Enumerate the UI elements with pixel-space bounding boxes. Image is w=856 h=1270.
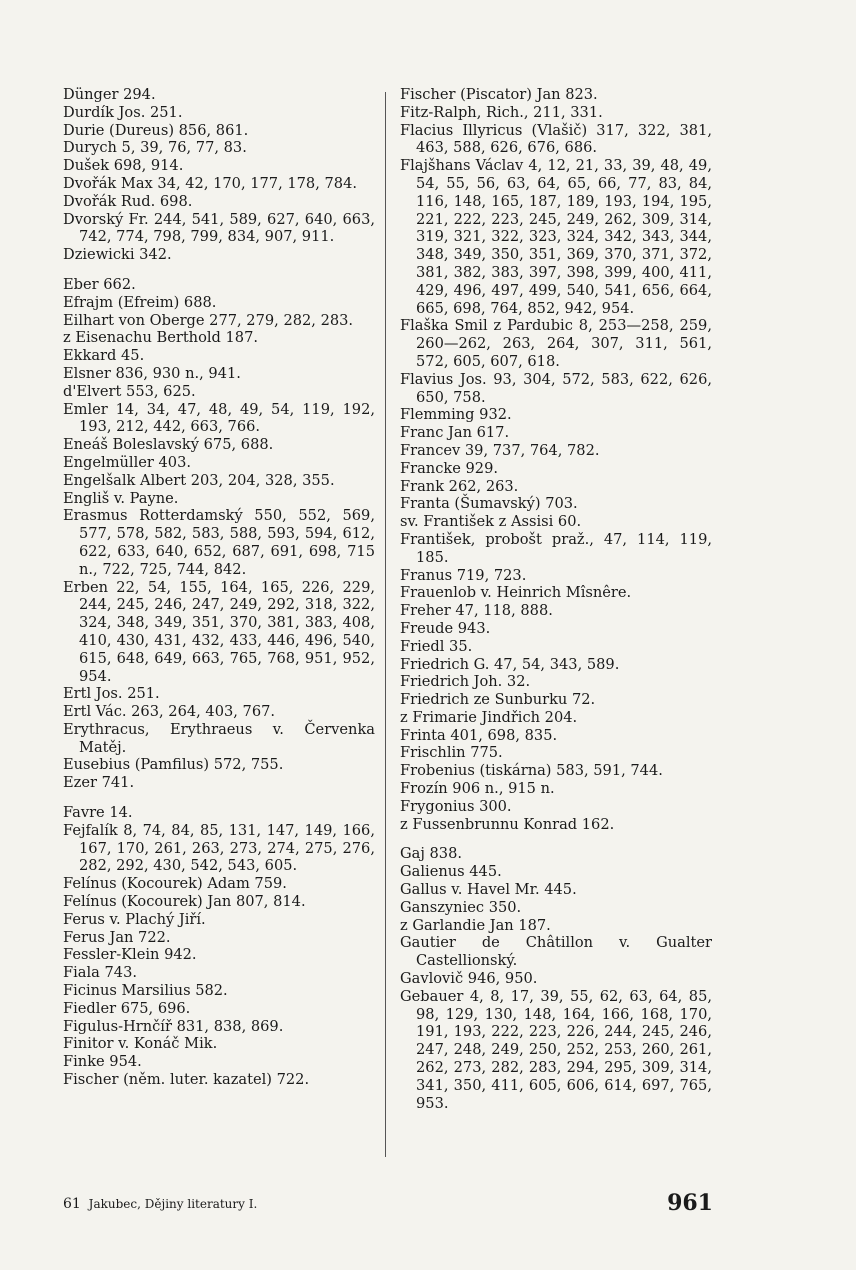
- index-entry: Ferus v. Plachý Jiří.: [63, 910, 206, 928]
- index-entry: Friedrich Joh. 32.: [400, 673, 531, 691]
- index-entry: František, probošt praž., 47, 114, 119, 185.: [400, 530, 712, 566]
- index-entry: Fischer (Piscator) Jan 823.: [400, 86, 598, 103]
- index-entry: Ezer 741.: [63, 774, 135, 792]
- index-entry: Ertl Vác. 263, 264, 403, 767.: [63, 703, 276, 721]
- index-entry: Flemming 932.: [400, 406, 512, 424]
- index-entry: Gaj 838.: [400, 845, 463, 863]
- index-entry: Dvorský Fr. 244, 541, 589, 627, 640, 663, 742, 774, 798, 799, 834, 907, 911.: [63, 210, 375, 246]
- index-entry: Frygonius 300.: [400, 797, 512, 815]
- index-entry: Galienus 445.: [400, 863, 502, 881]
- index-entry: Fessler-Klein 942.: [63, 946, 197, 964]
- index-entry: Felínus (Kocourek) Jan 807, 814.: [63, 893, 306, 911]
- index-entry: Ferus Jan 722.: [63, 928, 171, 946]
- index-entry: Durie (Dureus) 856, 861.: [63, 121, 249, 139]
- index-entry: Frauenlob v. Heinrich Mîsnêre.: [400, 584, 632, 602]
- index-entry: Dvořák Max 34, 42, 170, 177, 178, 784.: [63, 174, 357, 192]
- index-entry: Friedl 35.: [400, 637, 473, 655]
- index-entry: Erythracus, Erythraeus v. Červenka Matěj.: [63, 720, 375, 756]
- index-entry: Gallus v. Havel Mr. 445.: [400, 881, 577, 899]
- index-entry: Efrajm (Efreim) 688.: [63, 293, 217, 311]
- index-entry: Gavlovič 946, 950.: [400, 970, 538, 988]
- index-entry: Ertl Jos. 251.: [63, 685, 160, 703]
- index-entry: Favre 14.: [63, 804, 133, 822]
- index-entry: Eilhart von Oberge 277, 279, 282, 283.: [63, 311, 354, 329]
- index-entry: Eneáš Boleslavský 675, 688.: [63, 436, 274, 454]
- index-entry: Ganszyniec 350.: [400, 898, 522, 916]
- index-entry: Franc Jan 617.: [400, 424, 510, 442]
- index-entry: Finitor v. Konáč Mik.: [63, 1035, 218, 1053]
- page-footer: [63, 1190, 713, 1220]
- index-entry: Engliš v. Payne.: [63, 489, 179, 507]
- index-entry: Finke 954.: [63, 1053, 142, 1071]
- index-entry: Frozín 906 n., 915 n.: [400, 780, 555, 798]
- index-entry: Figulus-Hrnčíř 831, 838, 869.: [63, 1017, 284, 1035]
- signature-text: Jakubec, Dějiny literatury I.: [88, 1197, 258, 1211]
- index-entry: Erasmus Rotterdamský 550, 552, 569, 577, 578, 582, 583, 588, 593, 594, 612, 622, 633, 640, 652, 687, 691, 698, 715 n., 722, 725, 744, 842.: [63, 507, 375, 578]
- index-entry: Flajšhans Václav 4, 12, 21, 33, 39, 48, 49, 54, 55, 56, 63, 64, 65, 66, 77, 83, 84, 116, 148, 165, 187, 189, 193, 194, 195, 221, 222, 223, 245, 249, 262, 309, 314, 319, 321, 322, 323, 324, 342, 343, 344, 348, 349, 350, 351, 369, 370, 371, 372, 381, 382, 383, 397, 398, 399, 400, 411, 429, 496, 497, 499, 540, 541, 656, 664, 665, 698, 764, 852, 942, 954.: [400, 157, 712, 317]
- index-entry: Frank 262, 263.: [400, 477, 519, 495]
- index-entry: Friedrich G. 47, 54, 343, 589.: [400, 655, 620, 673]
- signature-number: 61: [63, 1196, 81, 1212]
- index-entry: Fiala 743.: [63, 964, 137, 982]
- index-entry: Freher 47, 118, 888.: [400, 602, 553, 620]
- index-entry: Durdík Jos. 251.: [63, 103, 183, 121]
- index-entry: Flacius Illyricus (Vlašič) 317, 322, 381, 463, 588, 626, 676, 686.: [400, 121, 712, 157]
- index-entry: Dušek 698, 914.: [63, 157, 184, 175]
- index-entry: Eber 662.: [63, 275, 136, 293]
- index-entry: Frobenius (tiskárna) 583, 591, 744.: [400, 762, 663, 780]
- index-entry: z Eisenachu Berthold 187.: [63, 329, 259, 347]
- column-divider: [385, 92, 386, 1157]
- index-entry: Gautier de Châtillon v. Gualter Castellionský.: [400, 934, 712, 970]
- index-entry: Emler 14, 34, 47, 48, 49, 54, 119, 192, 193, 212, 442, 663, 766.: [63, 400, 375, 436]
- index-entry: Francke 929.: [400, 459, 498, 477]
- index-entry: Frinta 401, 698, 835.: [400, 726, 558, 744]
- index-entry: Ekkard 45.: [63, 347, 145, 365]
- index-entry: z Fussenbrunnu Konrad 162.: [400, 815, 615, 833]
- index-entry: Fitz-Ralph, Rich., 211, 331.: [400, 103, 603, 121]
- index-entry: Fischer (něm. luter. kazatel) 722.: [63, 1071, 310, 1089]
- index-entry: Franta (Šumavský) 703.: [400, 495, 578, 513]
- index-entry: Freude 943.: [400, 619, 491, 637]
- index-entry: Flaška Smil z Pardubic 8, 253—258, 259, 260—262, 263, 264, 307, 311, 561, 572, 605, 607, 618.: [400, 317, 712, 370]
- index-entry: Engelšalk Albert 203, 204, 328, 355.: [63, 471, 335, 489]
- index-entry: Felínus (Kocourek) Adam 759.: [63, 875, 287, 893]
- index-entry: Frischlin 775.: [400, 744, 503, 762]
- index-entry: sv. František z Assisi 60.: [400, 513, 582, 531]
- index-entry: Durych 5, 39, 76, 77, 83.: [63, 139, 247, 157]
- index-entry: Franus 719, 723.: [400, 566, 527, 584]
- index-entry: Fiedler 675, 696.: [63, 999, 191, 1017]
- index-entry: Erben 22, 54, 155, 164, 165, 226, 229, 244, 245, 246, 247, 249, 292, 318, 322, 324, 348, 349, 351, 370, 381, 383, 408, 410, 430, 431, 432, 433, 446, 496, 540, 615, 648, 649, 663, 765, 768, 951, 952, 954.: [63, 578, 375, 685]
- index-entry: Ficinus Marsilius 582.: [63, 982, 228, 1000]
- index-entry: z Garlandie Jan 187.: [400, 916, 551, 934]
- printer-signature: [63, 1196, 257, 1212]
- right-column: [400, 86, 712, 1112]
- index-entry: Dvořák Rud. 698.: [63, 192, 193, 210]
- index-entry: d'Elvert 553, 625.: [63, 382, 196, 400]
- index-entry: Dziewicki 342.: [63, 246, 172, 264]
- index-entry: Francev 39, 737, 764, 782.: [400, 441, 600, 459]
- index-entry: Gebauer 4, 8, 17, 39, 55, 62, 63, 64, 85, 98, 129, 130, 148, 164, 166, 168, 170, 191, 193, 222, 223, 226, 244, 245, 246, 247, 248, 249, 250, 252, 253, 260, 261, 262, 273, 282, 283, 294, 295, 309, 314, 341, 350, 411, 605, 606, 614, 697, 765, 953.: [400, 987, 712, 1112]
- page-number: 961: [667, 1190, 713, 1216]
- index-entry: z Frimarie Jindřich 204.: [400, 708, 578, 726]
- left-column: [63, 86, 375, 1089]
- index-entry: Fejfalík 8, 74, 84, 85, 131, 147, 149, 166, 167, 170, 261, 263, 273, 274, 275, 276, 282, 292, 430, 542, 543, 605.: [63, 821, 375, 875]
- index-entry: Engelmüller 403.: [63, 453, 192, 471]
- index-entry: Elsner 836, 930 n., 941.: [63, 364, 241, 382]
- index-entry: Eusebius (Pamfilus) 572, 755.: [63, 756, 284, 774]
- index-entry: Dünger 294.: [63, 86, 156, 103]
- index-entry: Flavius Jos. 93, 304, 572, 583, 622, 626, 650, 758.: [400, 370, 712, 406]
- index-entry: Friedrich ze Sunburku 72.: [400, 691, 596, 709]
